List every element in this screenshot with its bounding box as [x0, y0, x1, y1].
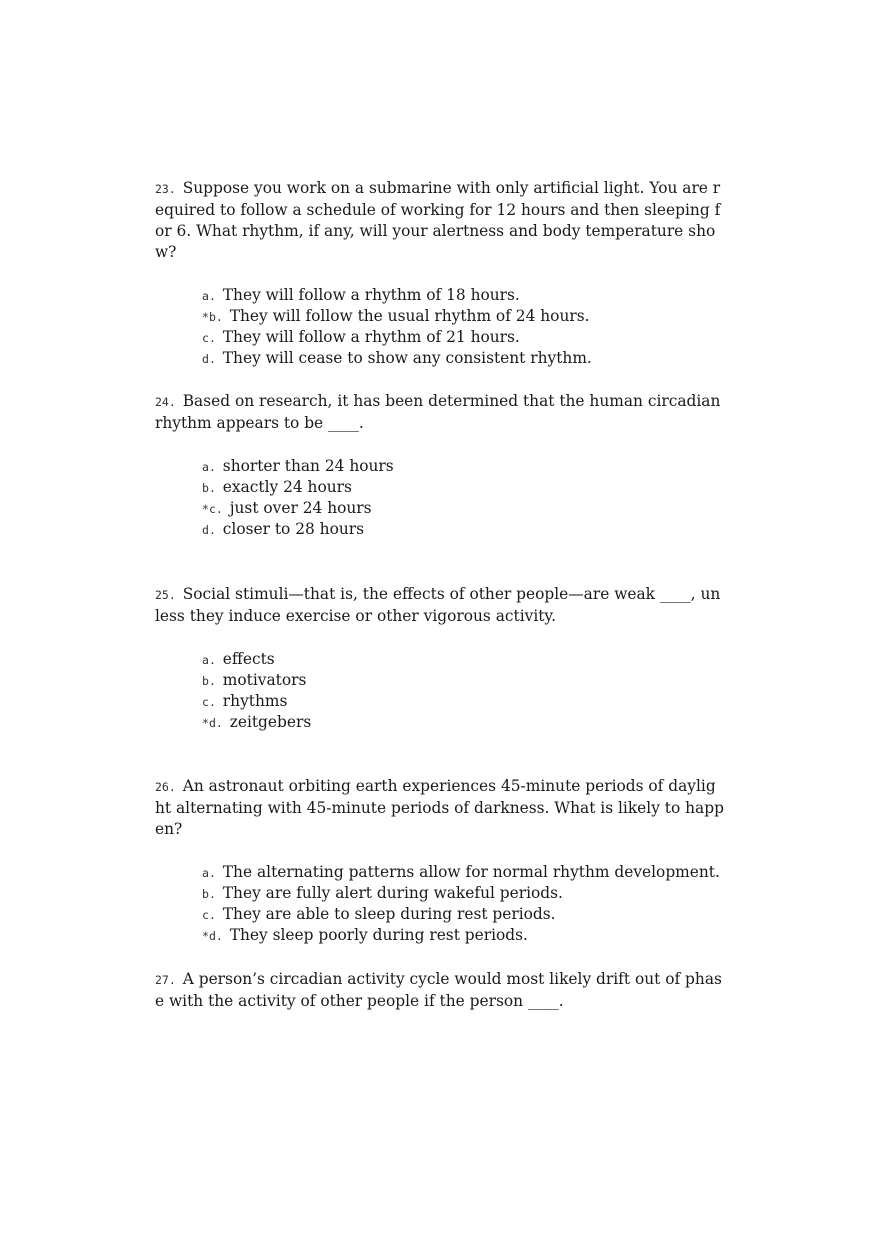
question-stem: Based on research, it has been determined that the human circadian rhythm appears to be ____.	[155, 392, 721, 432]
question-stem: Social stimuli—that is, the effects of other people—are weak ____, unless they induce exercise or other vigorous activity.	[155, 585, 721, 625]
question-number: 26.	[155, 780, 183, 794]
option-b: *b. They will follow the usual rhythm of 24 hours.	[202, 307, 590, 325]
option-c: *c. just over 24 hours	[202, 499, 372, 517]
option-d: d. They will cease to show any consistent rhythm.	[202, 349, 592, 367]
question-number: 24.	[155, 395, 183, 409]
options-list	[202, 862, 772, 946]
question-stem: A person’s circadian activity cycle would most likely drift out of phase with the activity of other people if the person ____.	[155, 970, 722, 1010]
options-list	[202, 456, 772, 540]
question-23	[155, 178, 725, 369]
option-d: d. closer to 28 hours	[202, 520, 365, 538]
option-a: a. effects	[202, 650, 275, 668]
option-b: b. exactly 24 hours	[202, 478, 352, 496]
question-24	[155, 391, 725, 540]
question-26	[155, 776, 725, 946]
option-a: a. They will follow a rhythm of 18 hours.	[202, 286, 520, 304]
option-b: b. They are fully alert during wakeful periods.	[202, 884, 563, 902]
option-c: c. rhythms	[202, 692, 288, 710]
option-c: c. They will follow a rhythm of 21 hours.	[202, 328, 520, 346]
question-number: 23.	[155, 182, 183, 196]
option-a: a. The alternating patterns allow for normal rhythm development.	[202, 863, 720, 881]
option-d: *d. zeitgebers	[202, 713, 312, 731]
option-b: b. motivators	[202, 671, 307, 689]
options-list	[202, 649, 772, 733]
question-number: 25.	[155, 588, 183, 602]
option-d: *d. They sleep poorly during rest periods.	[202, 926, 528, 944]
question-stem: Suppose you work on a submarine with only artificial light. You are required to follow a schedule of working for 12 hours and then sleeping for 6. What rhythm, if any, will your alertness and body temperature show?	[155, 179, 721, 261]
question-stem: An astronaut orbiting earth experiences 45-minute periods of daylight alternating with 45-minute periods of darkness. What is likely to happen?	[155, 777, 724, 838]
option-a: a. shorter than 24 hours	[202, 457, 394, 475]
question-27	[155, 969, 725, 1012]
question-25	[155, 584, 725, 733]
option-c: c. They are able to sleep during rest periods.	[202, 905, 556, 923]
options-list	[202, 285, 772, 369]
question-number: 27.	[155, 973, 183, 987]
